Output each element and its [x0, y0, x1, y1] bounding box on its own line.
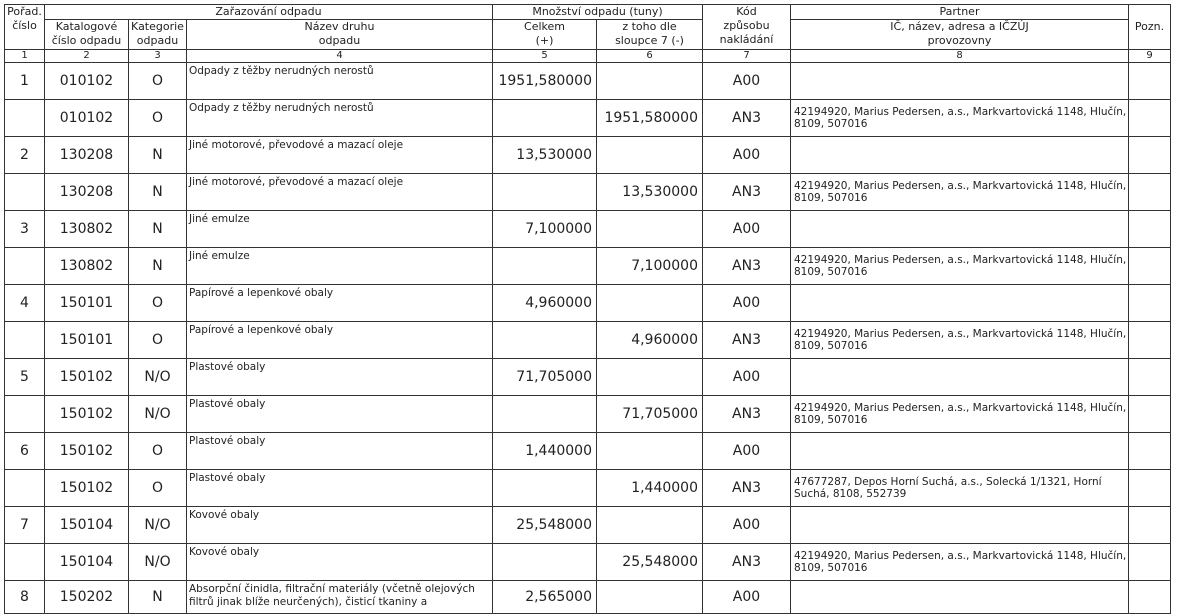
- note: [1129, 174, 1171, 211]
- catalog-number: 150102: [45, 433, 129, 470]
- header-nazev-line2: odpadu: [318, 34, 361, 47]
- colnum: 8: [791, 50, 1129, 63]
- catalog-number: 150101: [45, 285, 129, 322]
- catalog-number: 150101: [45, 322, 129, 359]
- row-number: [5, 396, 45, 433]
- header-nazev-line1: Název druhu: [304, 20, 375, 33]
- colnum: 5: [493, 50, 597, 63]
- table-row: [5, 359, 1171, 396]
- waste-name: Odpady z těžby nerudných nerostů: [187, 100, 493, 137]
- table-row: [5, 396, 1171, 433]
- amount-subtracted: 25,548000: [597, 544, 703, 581]
- handling-code: AN3: [703, 322, 791, 359]
- waste-category: N/O: [129, 396, 187, 433]
- row-number: 8: [5, 581, 45, 614]
- handling-code: AN3: [703, 100, 791, 137]
- catalog-number: 010102: [45, 63, 129, 100]
- row-number: [5, 248, 45, 285]
- header-kod-line3: nakládání: [719, 33, 774, 46]
- waste-name: Absorpční činidla, filtrační materiály (včetně olejových filtrů jinak blíže neurčených), čisticí tkaniny a: [187, 581, 493, 614]
- handling-code: A00: [703, 137, 791, 174]
- note: [1129, 211, 1171, 248]
- colnum: 7: [703, 50, 791, 63]
- partner-info: 42194920, Marius Pedersen, a.s., Markvartovická 1148, Hlučín, 8109, 507016: [791, 174, 1129, 211]
- handling-code: AN3: [703, 470, 791, 507]
- handling-code: AN3: [703, 544, 791, 581]
- amount-total: 71,705000: [493, 359, 597, 396]
- amount-subtracted: 4,960000: [597, 322, 703, 359]
- handling-code: A00: [703, 507, 791, 544]
- waste-category: N: [129, 248, 187, 285]
- note: [1129, 285, 1171, 322]
- waste-name: Jiné motorové, převodové a mazací oleje: [187, 137, 493, 174]
- row-number: [5, 322, 45, 359]
- amount-total: [493, 470, 597, 507]
- header-celkem: [493, 20, 597, 50]
- table-row: [5, 581, 1171, 614]
- waste-name: Kovové obaly: [187, 544, 493, 581]
- amount-total: [493, 322, 597, 359]
- amount-subtracted: 1951,580000: [597, 100, 703, 137]
- table-row: [5, 433, 1171, 470]
- partner-info: [791, 433, 1129, 470]
- amount-subtracted: [597, 433, 703, 470]
- header-porad: [5, 5, 45, 50]
- handling-code: AN3: [703, 396, 791, 433]
- row-number: 4: [5, 285, 45, 322]
- row-number: [5, 174, 45, 211]
- waste-category: N: [129, 174, 187, 211]
- amount-total: 1,440000: [493, 433, 597, 470]
- waste-category: O: [129, 100, 187, 137]
- row-number: 6: [5, 433, 45, 470]
- table-row: [5, 248, 1171, 285]
- header-porad-line2: číslo: [12, 19, 37, 32]
- waste-name: Jiné emulze: [187, 211, 493, 248]
- waste-name: Papírové a lepenkové obaly: [187, 322, 493, 359]
- partner-info: 42194920, Marius Pedersen, a.s., Markvartovická 1148, Hlučín, 8109, 507016: [791, 248, 1129, 285]
- table-row: [5, 100, 1171, 137]
- partner-info: 47677287, Depos Horní Suchá, a.s., Solecká 1/1321, Horní Suchá, 8108, 552739: [791, 470, 1129, 507]
- header-kod-line1: Kód: [736, 5, 757, 18]
- header-partner-line1: IČ, název, adresa a IČZÚJ: [890, 20, 1029, 33]
- header-pozn: Pozn.: [1129, 5, 1171, 50]
- catalog-number: 010102: [45, 100, 129, 137]
- table-row: [5, 211, 1171, 248]
- amount-total: 13,530000: [493, 137, 597, 174]
- catalog-number: 130802: [45, 248, 129, 285]
- waste-category: N/O: [129, 544, 187, 581]
- waste-name: Plastové obaly: [187, 433, 493, 470]
- table-row: [5, 322, 1171, 359]
- table-row: [5, 507, 1171, 544]
- handling-code: A00: [703, 63, 791, 100]
- amount-total: [493, 100, 597, 137]
- partner-info: 42194920, Marius Pedersen, a.s., Markvartovická 1148, Hlučín, 8109, 507016: [791, 322, 1129, 359]
- waste-table: [4, 4, 1171, 614]
- table-row: [5, 544, 1171, 581]
- partner-info: [791, 581, 1129, 614]
- table-body: [5, 63, 1171, 614]
- amount-subtracted: [597, 359, 703, 396]
- note: [1129, 544, 1171, 581]
- header-celkem-line2: (+): [535, 34, 554, 47]
- colnum: 9: [1129, 50, 1171, 63]
- row-number: 2: [5, 137, 45, 174]
- colnum: 1: [5, 50, 45, 63]
- header-katalog-line1: Katalogové: [55, 20, 118, 33]
- header-mnozstvi: Množství odpadu (tuny): [493, 5, 703, 20]
- amount-subtracted: [597, 211, 703, 248]
- handling-code: AN3: [703, 248, 791, 285]
- waste-category: O: [129, 470, 187, 507]
- catalog-number: 130208: [45, 174, 129, 211]
- catalog-number: 130802: [45, 211, 129, 248]
- catalog-number: 150102: [45, 470, 129, 507]
- note: [1129, 322, 1171, 359]
- waste-category: N: [129, 211, 187, 248]
- handling-code: A00: [703, 211, 791, 248]
- partner-info: 42194920, Marius Pedersen, a.s., Markvartovická 1148, Hlučín, 8109, 507016: [791, 396, 1129, 433]
- amount-subtracted: [597, 63, 703, 100]
- catalog-number: 130208: [45, 137, 129, 174]
- partner-info: [791, 63, 1129, 100]
- colnum: 3: [129, 50, 187, 63]
- header-katalog-line2: číslo odpadu: [51, 34, 122, 47]
- note: [1129, 248, 1171, 285]
- partner-info: [791, 137, 1129, 174]
- waste-category: O: [129, 433, 187, 470]
- partner-info: [791, 507, 1129, 544]
- amount-total: 7,100000: [493, 211, 597, 248]
- catalog-number: 150102: [45, 396, 129, 433]
- waste-name: Plastové obaly: [187, 470, 493, 507]
- waste-category: O: [129, 285, 187, 322]
- note: [1129, 470, 1171, 507]
- amount-subtracted: [597, 285, 703, 322]
- handling-code: A00: [703, 581, 791, 614]
- handling-code: AN3: [703, 174, 791, 211]
- header-kategorie-line1: Kategorie: [131, 20, 184, 33]
- note: [1129, 433, 1171, 470]
- table-row: [5, 470, 1171, 507]
- waste-name: Plastové obaly: [187, 396, 493, 433]
- amount-subtracted: [597, 137, 703, 174]
- note: [1129, 63, 1171, 100]
- waste-category: O: [129, 63, 187, 100]
- amount-subtracted: [597, 581, 703, 614]
- header-zarazovani: Zařazování odpadu: [45, 5, 493, 20]
- header-kod-line2: způsobu: [723, 19, 770, 32]
- header-kod: [703, 5, 791, 50]
- note: [1129, 137, 1171, 174]
- header-celkem-line1: Celkem: [524, 20, 565, 33]
- waste-category: N/O: [129, 507, 187, 544]
- partner-info: 42194920, Marius Pedersen, a.s., Markvartovická 1148, Hlučín, 8109, 507016: [791, 100, 1129, 137]
- row-number: [5, 470, 45, 507]
- header-nazev: [187, 20, 493, 50]
- header-partner-line2: provozovny: [927, 34, 992, 47]
- table-row: [5, 285, 1171, 322]
- amount-total: 4,960000: [493, 285, 597, 322]
- row-number: [5, 544, 45, 581]
- waste-name: Kovové obaly: [187, 507, 493, 544]
- waste-category: N/O: [129, 359, 187, 396]
- note: [1129, 359, 1171, 396]
- amount-total: [493, 248, 597, 285]
- amount-total: 2,565000: [493, 581, 597, 614]
- partner-info: 42194920, Marius Pedersen, a.s., Markvartovická 1148, Hlučín, 8109, 507016: [791, 544, 1129, 581]
- note: [1129, 581, 1171, 614]
- waste-category: N: [129, 581, 187, 614]
- waste-name: Jiné motorové, převodové a mazací oleje: [187, 174, 493, 211]
- header-partner: Partner: [791, 5, 1129, 20]
- column-number-row: [5, 50, 1171, 63]
- waste-category: N: [129, 137, 187, 174]
- handling-code: A00: [703, 285, 791, 322]
- header-ztoho-line1: z toho dle: [622, 20, 677, 33]
- handling-code: A00: [703, 359, 791, 396]
- table-row: [5, 63, 1171, 100]
- header-porad-line1: Pořad.: [7, 5, 42, 18]
- amount-total: 25,548000: [493, 507, 597, 544]
- waste-category: O: [129, 322, 187, 359]
- waste-name: Papírové a lepenkové obaly: [187, 285, 493, 322]
- partner-info: [791, 285, 1129, 322]
- amount-subtracted: 7,100000: [597, 248, 703, 285]
- amount-total: [493, 396, 597, 433]
- catalog-number: 150104: [45, 507, 129, 544]
- note: [1129, 396, 1171, 433]
- note: [1129, 100, 1171, 137]
- header-ztoho: [597, 20, 703, 50]
- amount-subtracted: [597, 507, 703, 544]
- amount-subtracted: 13,530000: [597, 174, 703, 211]
- row-number: 1: [5, 63, 45, 100]
- colnum: 6: [597, 50, 703, 63]
- amount-total: [493, 174, 597, 211]
- header-kategorie-line2: odpadu: [136, 34, 179, 47]
- row-number: 7: [5, 507, 45, 544]
- waste-name: Plastové obaly: [187, 359, 493, 396]
- row-number: 3: [5, 211, 45, 248]
- amount-subtracted: 71,705000: [597, 396, 703, 433]
- table-row: [5, 174, 1171, 211]
- amount-subtracted: 1,440000: [597, 470, 703, 507]
- partner-info: [791, 359, 1129, 396]
- header-katalog: [45, 20, 129, 50]
- catalog-number: 150202: [45, 581, 129, 614]
- amount-total: 1951,580000: [493, 63, 597, 100]
- row-number: 5: [5, 359, 45, 396]
- waste-name: Jiné emulze: [187, 248, 493, 285]
- catalog-number: 150102: [45, 359, 129, 396]
- colnum: 4: [187, 50, 493, 63]
- note: [1129, 507, 1171, 544]
- waste-name: Odpady z těžby nerudných nerostů: [187, 63, 493, 100]
- partner-info: [791, 211, 1129, 248]
- amount-total: [493, 544, 597, 581]
- table-row: [5, 137, 1171, 174]
- header-kategorie: [129, 20, 187, 50]
- header-ztoho-line2: sloupce 7 (-): [615, 34, 684, 47]
- catalog-number: 150104: [45, 544, 129, 581]
- header-partner-detail: [791, 20, 1129, 50]
- row-number: [5, 100, 45, 137]
- colnum: 2: [45, 50, 129, 63]
- handling-code: A00: [703, 433, 791, 470]
